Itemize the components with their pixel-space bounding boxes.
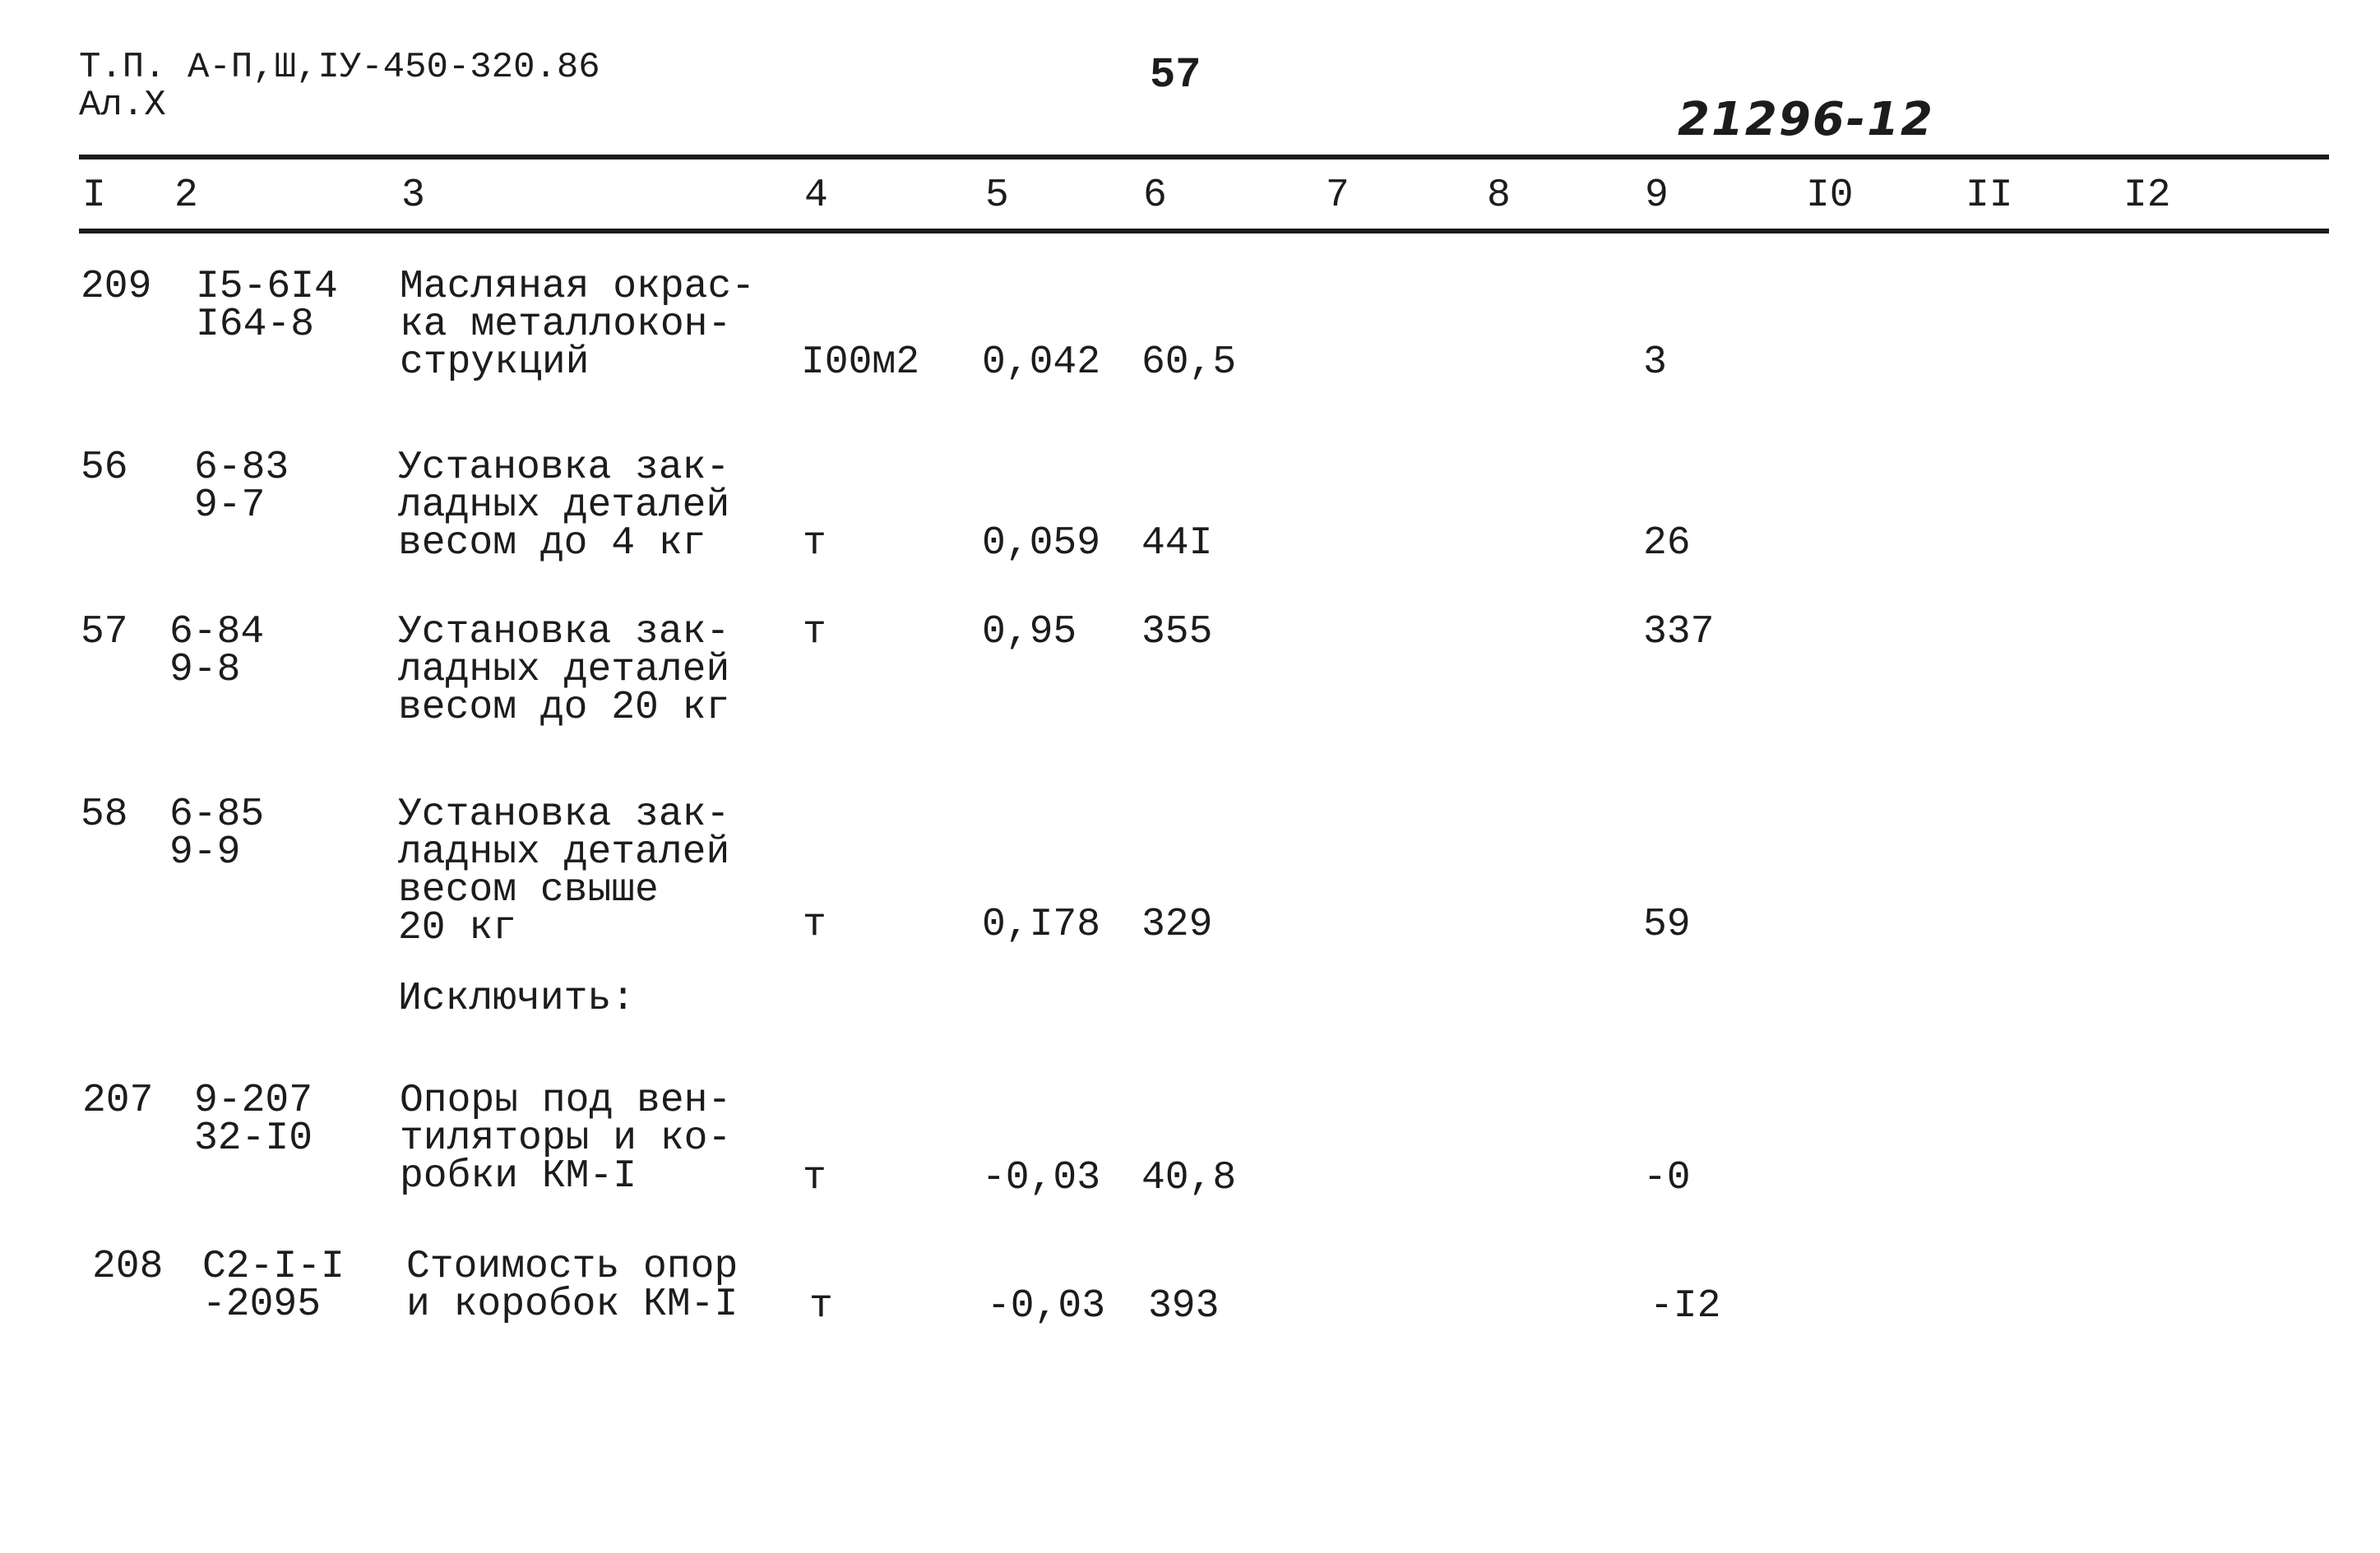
column-header: I — [82, 173, 106, 218]
norm-code: С2-I-I -2095 — [202, 1245, 345, 1327]
norm-code: 6-83 9-7 — [194, 446, 289, 528]
column-header: 7 — [1326, 173, 1350, 218]
unit-price: 40,8 — [1141, 1156, 1237, 1200]
document-code: Т.П. А-П,Ш,IУ-450-320.86 — [79, 47, 600, 88]
column-header: 9 — [1645, 173, 1669, 218]
norm-code: 6-84 9-8 — [169, 610, 265, 692]
column-header: 5 — [985, 173, 1009, 218]
quantity: -0,03 — [987, 1284, 1106, 1329]
total-cost: 26 — [1643, 521, 1691, 566]
column-header: 6 — [1143, 173, 1167, 218]
quantity: 0,042 — [982, 340, 1101, 385]
row-number: 209 — [81, 265, 152, 309]
quantity: 0,059 — [982, 521, 1101, 566]
exclude-heading: Исключить: — [398, 977, 636, 1021]
column-header: II — [1966, 173, 2013, 218]
unit: т — [803, 521, 827, 566]
column-header: 2 — [174, 173, 198, 218]
column-header: 8 — [1487, 173, 1511, 218]
work-description: Установка зак- ладных деталей весом свыше 20 кг — [398, 793, 730, 950]
unit: т — [809, 1284, 833, 1329]
unit-price: 60,5 — [1141, 340, 1237, 385]
row-number: 58 — [81, 793, 128, 837]
unit: I00м2 — [801, 340, 920, 385]
column-header: I2 — [2123, 173, 2171, 218]
total-cost: 337 — [1643, 610, 1715, 654]
page-number: 57 — [1150, 51, 1202, 99]
work-description: Стоимость опор и коробок КМ-I — [406, 1245, 739, 1327]
document-number: 21296-12 — [1678, 93, 1934, 146]
column-header: I0 — [1806, 173, 1854, 218]
unit-price: 393 — [1148, 1284, 1220, 1329]
quantity: 0,I78 — [982, 903, 1101, 947]
column-header: 3 — [401, 173, 425, 218]
norm-code: I5-6I4 I64-8 — [196, 265, 338, 347]
album-label: Ал.Х — [79, 85, 166, 126]
row-number: 207 — [82, 1079, 154, 1123]
total-cost: -0 — [1643, 1156, 1691, 1200]
row-number: 208 — [92, 1245, 164, 1289]
total-cost: -I2 — [1650, 1284, 1721, 1329]
header-bottom-rule — [79, 229, 2329, 233]
norm-code: 9-207 32-I0 — [194, 1079, 313, 1161]
work-description: Установка зак- ладных деталей весом до 4 кг — [398, 446, 730, 566]
work-description: Установка зак- ладных деталей весом до 20 кг — [398, 610, 730, 730]
unit: т — [803, 903, 827, 947]
total-cost: 59 — [1643, 903, 1691, 947]
total-cost: 3 — [1643, 340, 1667, 385]
unit-price: 44I — [1141, 521, 1213, 566]
unit: т — [803, 610, 827, 654]
row-number: 57 — [81, 610, 128, 654]
work-description: Масляная окрас- ка металлокон- струкций — [400, 265, 756, 385]
unit-price: 329 — [1141, 903, 1213, 947]
unit: т — [803, 1156, 827, 1200]
unit-price: 355 — [1141, 610, 1213, 654]
quantity: 0,95 — [982, 610, 1077, 654]
norm-code: 6-85 9-9 — [169, 793, 265, 875]
quantity: -0,03 — [982, 1156, 1101, 1200]
work-description: Опоры под вен- тиляторы и ко- робки КМ-I — [400, 1079, 732, 1199]
header-top-rule — [79, 155, 2329, 159]
column-header: 4 — [804, 173, 828, 218]
row-number: 56 — [81, 446, 128, 490]
